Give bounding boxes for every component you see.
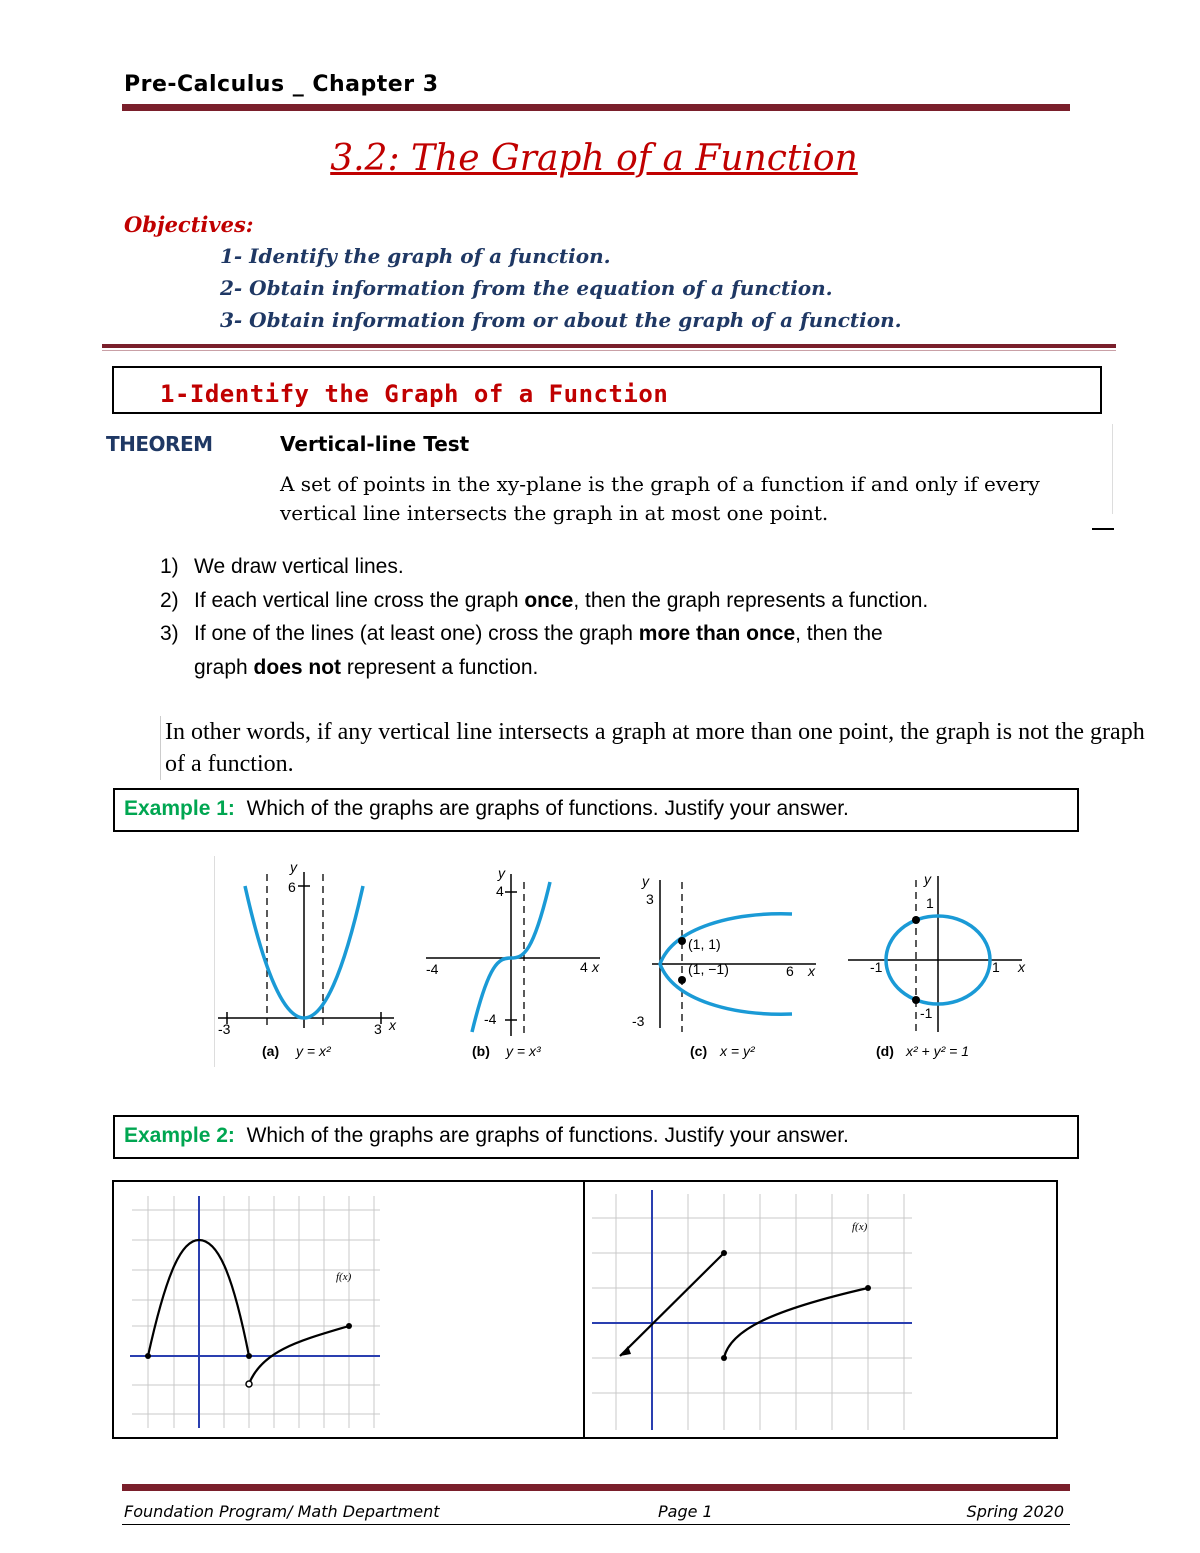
footer-underline bbox=[122, 1524, 1070, 1525]
example2-graphs bbox=[112, 1180, 1058, 1440]
x-tick-label: 4 bbox=[580, 959, 588, 975]
intersection-point bbox=[912, 996, 920, 1004]
step-emphasis: more than once bbox=[638, 622, 796, 645]
graph-b bbox=[426, 865, 600, 1059]
objectives-label: Objectives: bbox=[124, 212, 254, 237]
theorem-label: THEOREM bbox=[106, 432, 213, 456]
page-title: 3.2: The Graph of a Function bbox=[330, 138, 858, 179]
caption-equation: x = y² bbox=[720, 1043, 755, 1059]
example1-text: Which of the graphs are graphs of functions. Justify your answer. bbox=[246, 797, 849, 820]
header-rule bbox=[122, 104, 1070, 111]
intersection-point bbox=[912, 916, 920, 924]
step-text: , then the graph represents a function. bbox=[573, 588, 929, 612]
step-number: 1) bbox=[160, 555, 179, 578]
step-text: If one of the lines (at least one) cross the graph bbox=[194, 622, 639, 645]
caption-letter: (c) bbox=[690, 1043, 708, 1059]
step-number: 2) bbox=[160, 588, 179, 612]
section-divider bbox=[102, 344, 1116, 348]
y-tick-label: -1 bbox=[920, 1005, 933, 1021]
x-axis-label: x bbox=[389, 1017, 396, 1033]
caption-letter: (b) bbox=[472, 1043, 490, 1059]
x-tick-label: -4 bbox=[426, 961, 439, 977]
example2-label: Example 2: bbox=[124, 1124, 235, 1147]
y-tick-label: -4 bbox=[484, 1011, 497, 1027]
step-text: We draw vertical lines. bbox=[194, 555, 404, 578]
function-label: f(x) bbox=[336, 1271, 352, 1283]
theorem-text: A set of points in the xy-plane is the graph of a function if and only if every vertical line intersects the graph in at most one point. bbox=[280, 472, 1040, 525]
function-label: f(x) bbox=[852, 1221, 868, 1233]
step-emphasis: once bbox=[524, 588, 574, 612]
step-text: graph bbox=[194, 655, 254, 679]
footer-page: Page 1 bbox=[658, 1502, 713, 1521]
list-item bbox=[160, 550, 1040, 584]
caption-letter: (a) bbox=[262, 1043, 280, 1059]
function-line bbox=[620, 1253, 724, 1356]
example2-prompt bbox=[124, 1124, 849, 1148]
theorem-name: Vertical-line Test bbox=[280, 432, 470, 456]
step-text: If each vertical line cross the graph bbox=[194, 588, 525, 612]
steps-list bbox=[160, 550, 1040, 684]
x-tick-label: 6 bbox=[786, 963, 794, 979]
caption-equation: y = x² bbox=[296, 1043, 331, 1059]
y-tick-label: -3 bbox=[632, 1013, 645, 1029]
header-title: Pre-Calculus _ Chapter 3 bbox=[124, 72, 439, 97]
step-text: , then the bbox=[795, 622, 883, 645]
summary-note: In other words, if any vertical line intersects a graph at more than one point, the graph is not the graph of a function. bbox=[160, 716, 1145, 780]
caption-letter: (d) bbox=[876, 1043, 894, 1059]
point-label: (1, 1) bbox=[688, 936, 721, 952]
graph-right bbox=[592, 1190, 912, 1430]
y-tick-label: 4 bbox=[496, 883, 504, 899]
section-title: 1-Identify the Graph of a Function bbox=[160, 380, 669, 408]
x-axis-label: x bbox=[1018, 959, 1025, 975]
x-tick-label: -3 bbox=[218, 1021, 231, 1037]
y-axis-label: y bbox=[498, 865, 505, 881]
x-tick-label: 1 bbox=[992, 959, 1000, 975]
step-number: 3) bbox=[160, 622, 179, 645]
section-divider-thin bbox=[102, 350, 1116, 351]
x-axis-label: x bbox=[808, 963, 815, 979]
theorem-border bbox=[1112, 424, 1113, 514]
graph-a bbox=[214, 856, 397, 1067]
objective-item-1: 1- Identify the graph of a function. bbox=[220, 244, 611, 268]
point-label: (1, −1) bbox=[688, 961, 729, 977]
graph-d bbox=[848, 871, 1026, 1059]
y-tick-label: 1 bbox=[926, 895, 934, 911]
caption-equation: x² + y² = 1 bbox=[906, 1043, 970, 1059]
y-tick-label: 3 bbox=[646, 891, 654, 907]
footer-rule bbox=[122, 1484, 1070, 1491]
x-axis-label: x bbox=[592, 959, 599, 975]
y-axis-label: y bbox=[642, 873, 649, 889]
intersection-point bbox=[678, 976, 686, 984]
list-item bbox=[160, 617, 1040, 684]
objective-item-2: 2- Obtain information from the equation of a function. bbox=[220, 276, 833, 300]
example2-text: Which of the graphs are graphs of functions. Justify your answer. bbox=[246, 1124, 849, 1147]
example1-label: Example 1: bbox=[124, 797, 235, 820]
graph-left bbox=[130, 1196, 380, 1428]
y-axis-label: y bbox=[290, 859, 297, 875]
step-text: represent a function. bbox=[341, 655, 539, 679]
x-tick-label: -1 bbox=[870, 959, 883, 975]
footer-right: Spring 2020 bbox=[966, 1502, 1064, 1521]
list-item bbox=[160, 584, 1040, 618]
theorem-end-mark bbox=[1092, 528, 1114, 530]
caption-equation: y = x³ bbox=[506, 1043, 541, 1059]
example1-prompt bbox=[124, 797, 849, 821]
graph-c bbox=[632, 873, 816, 1059]
y-tick-label: 6 bbox=[288, 879, 296, 895]
footer-left: Foundation Program/ Math Department bbox=[124, 1502, 440, 1521]
objective-item-3: 3- Obtain information from or about the graph of a function. bbox=[220, 308, 902, 332]
intersection-point bbox=[678, 937, 686, 945]
example1-graphs bbox=[214, 852, 1054, 1072]
y-axis-label: y bbox=[924, 871, 931, 887]
step-emphasis: does not bbox=[253, 655, 342, 679]
x-tick-label: 3 bbox=[374, 1021, 382, 1037]
